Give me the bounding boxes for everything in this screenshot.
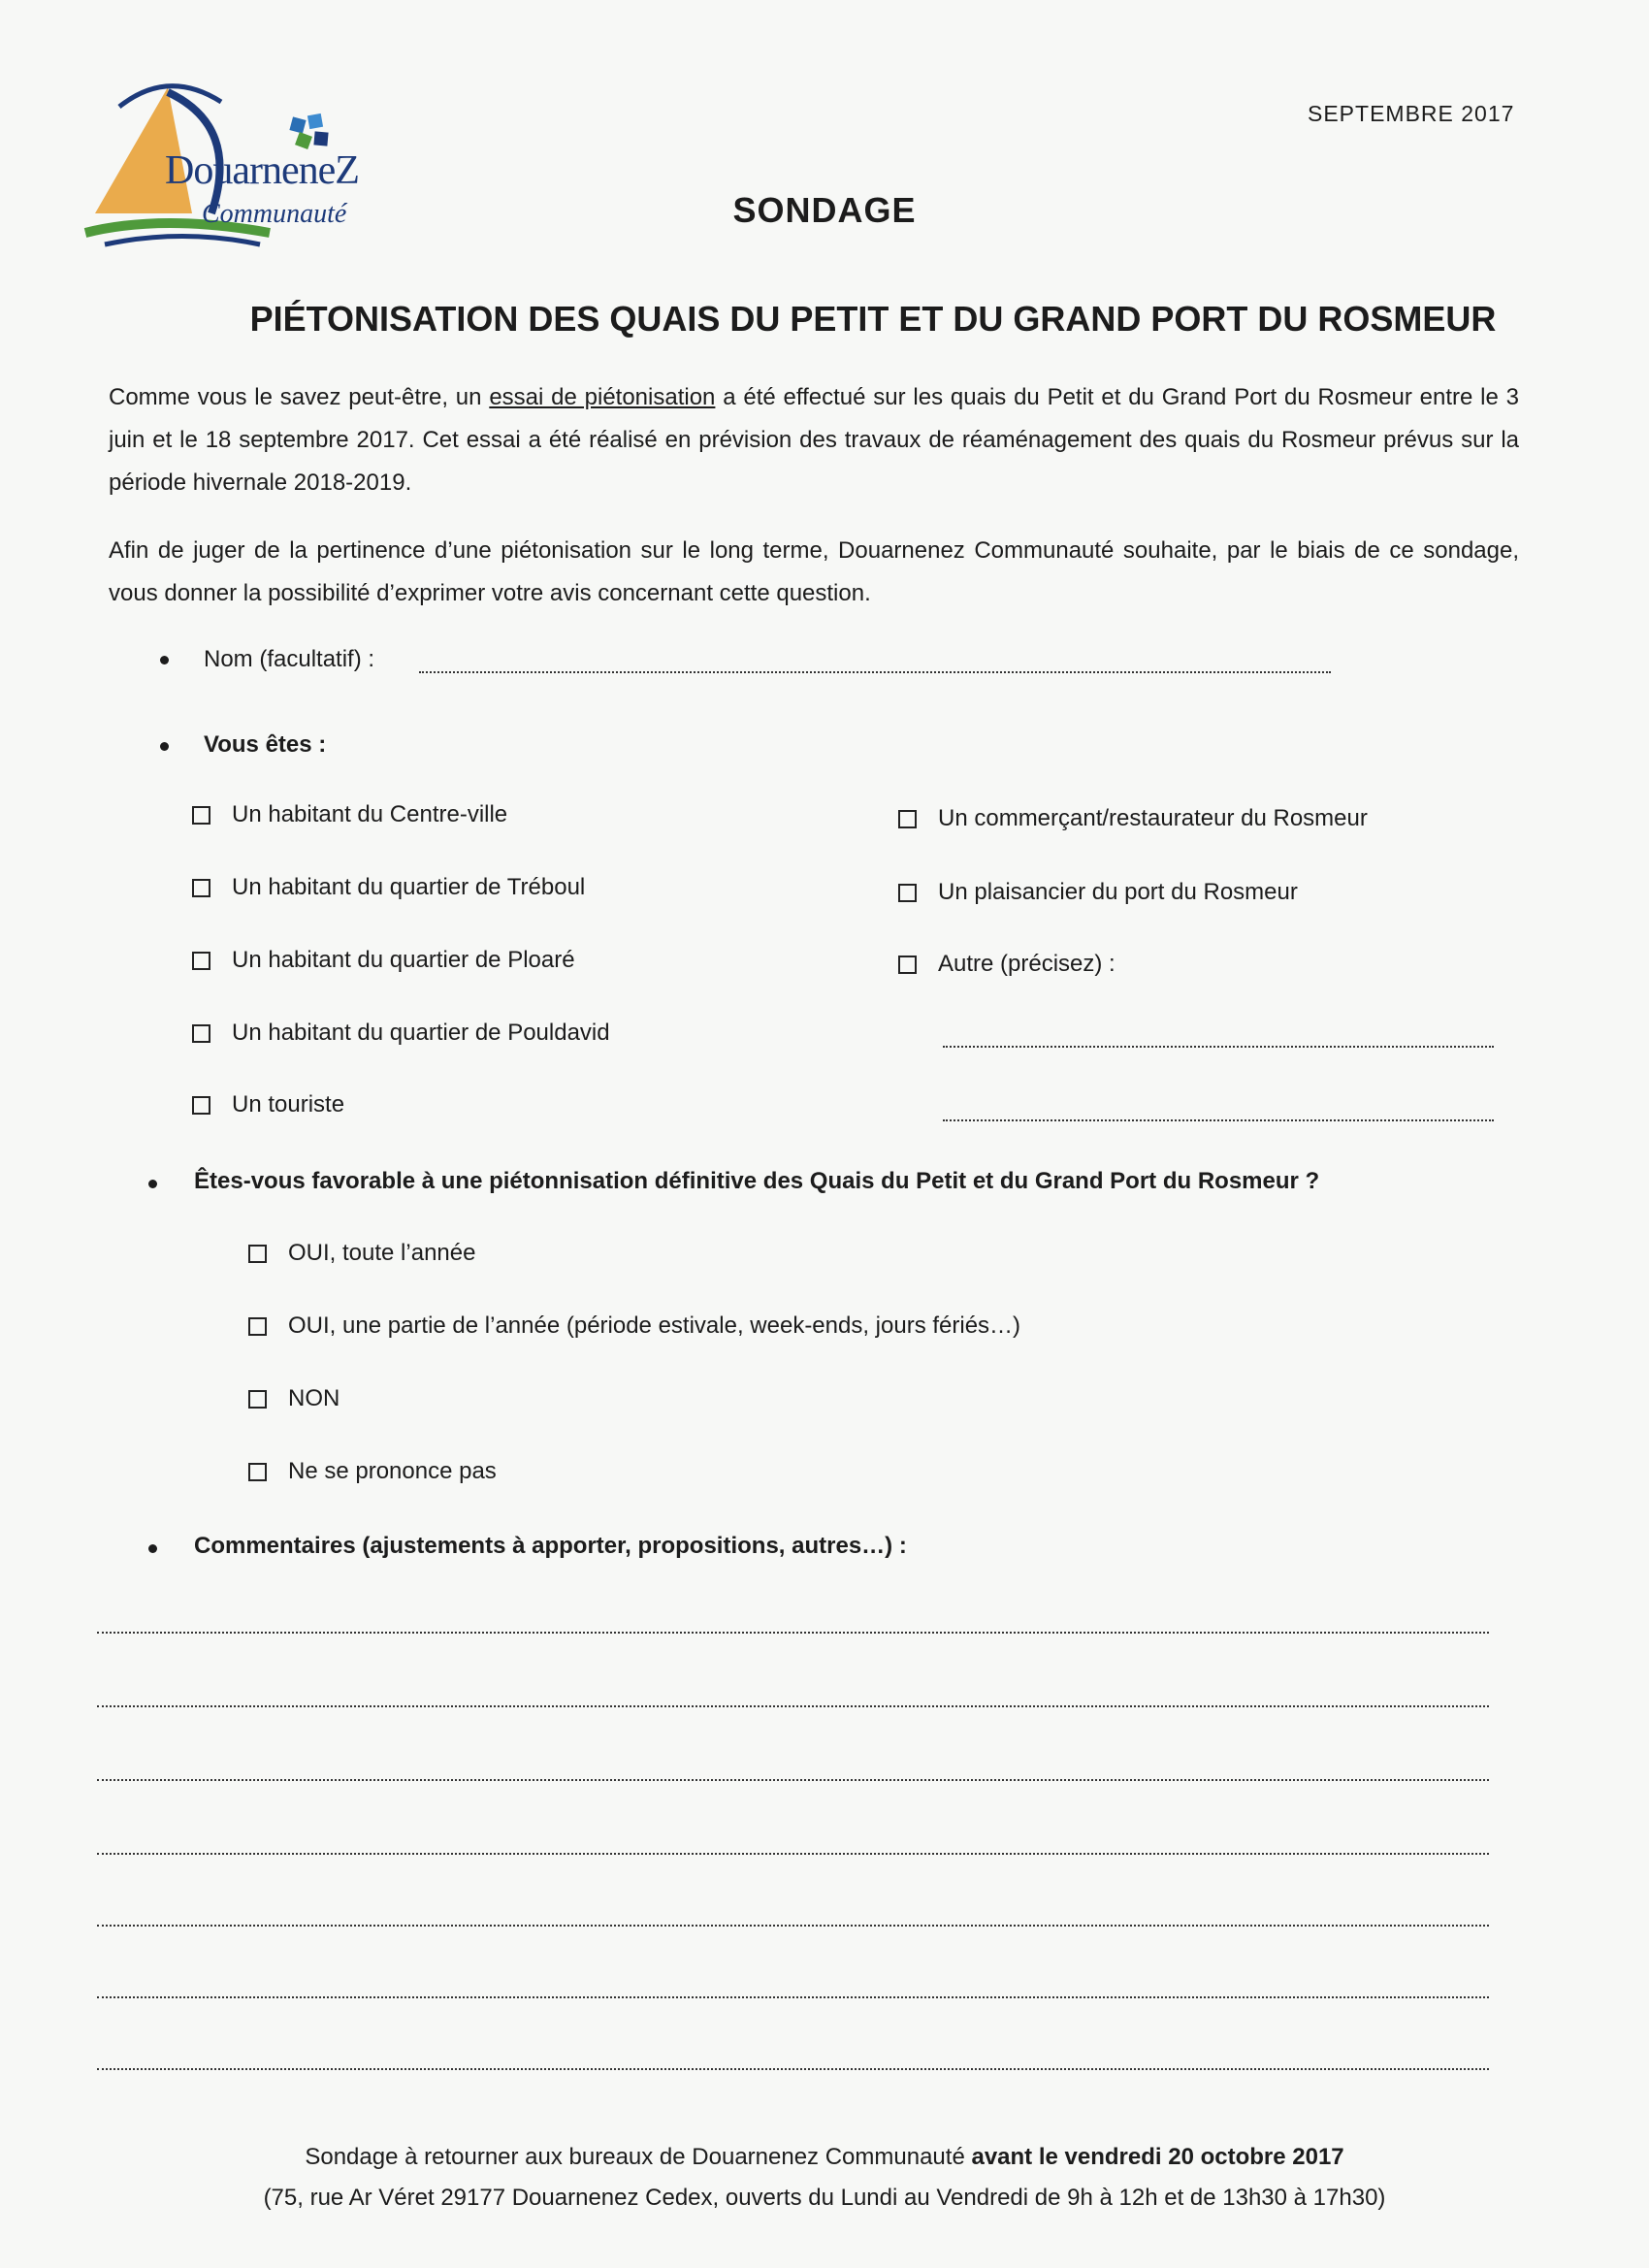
footer-return-info [0, 2144, 1649, 2171]
bullet-icon [148, 1180, 157, 1188]
question-label: Êtes-vous favorable à une piétonnisation définitive des Quais du Petit et du Grand Port du Rosmeur ? [194, 1168, 1320, 1194]
intro-text: a été effectué sur les quais du Petit et du Grand Port du Rosmeur entre le 3 juin et le 18 septembre 2017. Cet essai a été réalisé en prévision des travaux de réaménagement des quais du Rosmeur prévus sur la période hivernale 2018-2019. [109, 384, 1520, 496]
checkbox-icon[interactable] [248, 1317, 267, 1336]
footer-address: (75, rue Ar Véret 29177 Douarnenez Cedex, ouverts du Lundi au Vendredi de 9h à 12h et de 13h30 à 17h30) [263, 2185, 1386, 2211]
radio-non[interactable] [248, 1385, 340, 1412]
footer-deadline: avant le vendredi 20 octobre 2017 [971, 2144, 1344, 2170]
intro-underlined-text: essai de piétonisation [489, 384, 716, 410]
checkbox-icon[interactable] [898, 956, 917, 974]
option-label: Un habitant du quartier de Pouldavid [232, 1020, 610, 1046]
option-label: OUI, toute l’année [288, 1240, 476, 1266]
comments-label: Commentaires (ajustements à apporter, propositions, autres…) : [194, 1533, 907, 1559]
option-label: Autre (précisez) : [938, 951, 1116, 977]
checkbox-commercant[interactable] [898, 805, 1368, 832]
option-label: Ne se prononce pas [288, 1458, 497, 1484]
bullet-icon [160, 742, 169, 751]
radio-oui-partie-annee[interactable] [248, 1312, 1020, 1340]
intro-paragraph-2: Afin de juger de la pertinence d’une piétonisation sur le long terme, Douarnenez Communauté souhaite, par le biais de ce sondage, vous donner la possibilité d’exprimer votre avis concernant cette question. [109, 537, 1519, 606]
document-date: SEPTEMBRE 2017 [1308, 101, 1515, 126]
comment-line[interactable] [97, 1853, 1489, 1855]
checkbox-icon[interactable] [898, 884, 917, 902]
radio-ne-se-prononce-pas[interactable] [248, 1458, 497, 1485]
comment-line[interactable] [97, 1996, 1489, 1998]
checkbox-ploare[interactable] [192, 947, 575, 974]
intro-text: Comme vous le savez peut-être, un [109, 384, 490, 410]
footer-text: Sondage à retourner aux bureaux de Douarnenez Communauté [305, 2144, 972, 2170]
checkbox-touriste[interactable] [192, 1091, 344, 1118]
checkbox-pouldavid[interactable] [192, 1020, 610, 1047]
checkbox-autre[interactable] [898, 951, 1116, 978]
bullet-icon [148, 1544, 157, 1553]
name-label: Nom (facultatif) : [204, 646, 375, 672]
checkbox-treboul[interactable] [192, 874, 585, 901]
comment-line[interactable] [97, 1925, 1489, 1927]
checkbox-icon[interactable] [248, 1245, 267, 1263]
comment-line[interactable] [97, 1705, 1489, 1707]
intro-paragraph-1 [109, 376, 1519, 504]
logo-subtitle: Communauté [202, 199, 347, 229]
checkbox-icon[interactable] [248, 1390, 267, 1409]
option-label: Un plaisancier du port du Rosmeur [938, 879, 1298, 905]
option-label: Un habitant du quartier de Tréboul [232, 874, 586, 900]
option-label: NON [288, 1385, 340, 1411]
name-input-line[interactable] [419, 671, 1331, 673]
option-label: Un commerçant/restaurateur du Rosmeur [938, 805, 1368, 831]
comment-line[interactable] [97, 1632, 1489, 1634]
checkbox-plaisancier[interactable] [898, 879, 1298, 906]
autre-input-line-2[interactable] [943, 1119, 1494, 1121]
autre-input-line-1[interactable] [943, 1046, 1494, 1048]
checkbox-icon[interactable] [898, 810, 917, 828]
checkbox-icon[interactable] [192, 879, 210, 897]
logo-wordmark: DouarneneZ [165, 148, 359, 193]
option-label: Un habitant du quartier de Ploaré [232, 947, 575, 973]
radio-oui-toute-annee[interactable] [248, 1240, 475, 1267]
vous-etes-label: Vous êtes : [204, 731, 327, 758]
checkbox-icon[interactable] [192, 806, 210, 825]
checkbox-icon[interactable] [192, 1096, 210, 1115]
option-label: Un habitant du Centre-ville [232, 801, 508, 827]
option-label: OUI, une partie de l’année (période estivale, week-ends, jours fériés…) [288, 1312, 1021, 1339]
option-label: Un touriste [232, 1091, 345, 1118]
checkbox-centre-ville[interactable] [192, 801, 507, 828]
document-heading: SONDAGE [732, 190, 917, 230]
comment-line[interactable] [97, 1779, 1489, 1781]
checkbox-icon[interactable] [248, 1463, 267, 1481]
bullet-icon [160, 656, 169, 664]
document-title: PIÉTONISATION DES QUAIS DU PETIT ET DU GRAND PORT DU ROSMEUR [249, 299, 1497, 339]
checkbox-icon[interactable] [192, 952, 210, 970]
comment-line[interactable] [97, 2068, 1489, 2070]
checkbox-icon[interactable] [192, 1024, 210, 1043]
